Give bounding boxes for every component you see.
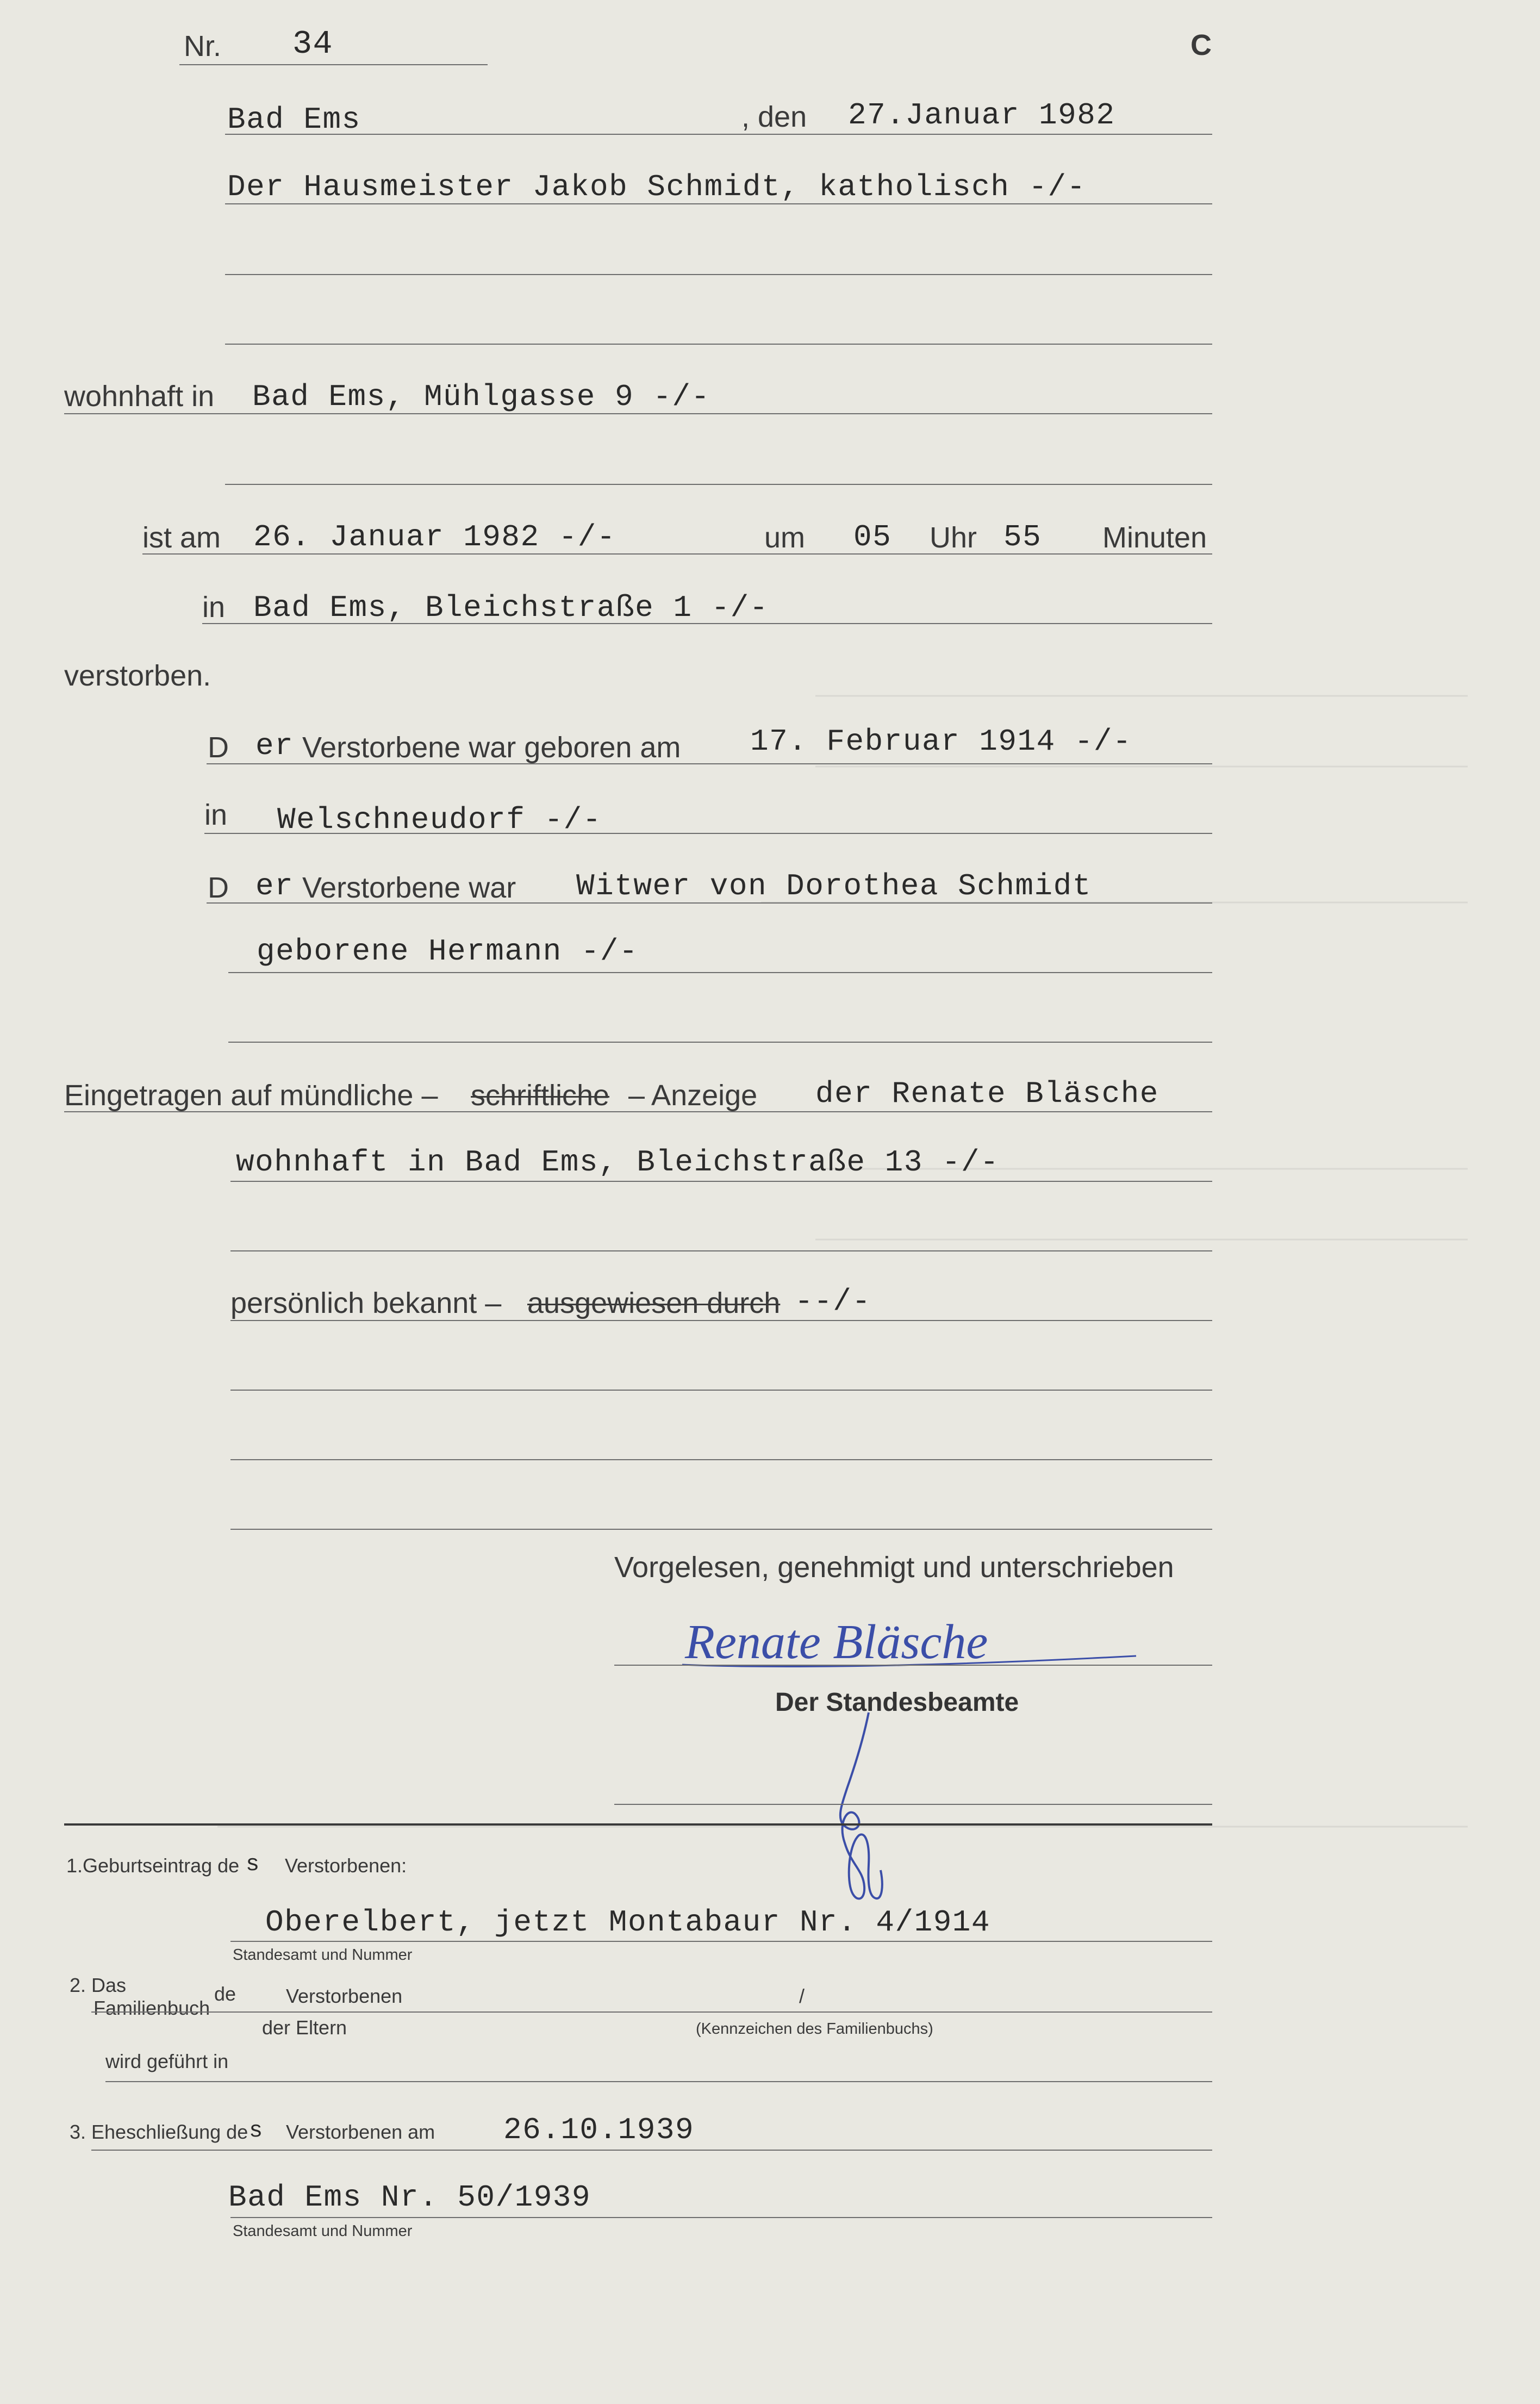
birth-place-line — [204, 833, 1212, 834]
informant-signature-line — [614, 1665, 1212, 1666]
known-label: persönlich bekannt – — [230, 1287, 502, 1319]
minuten-label: Minuten — [1102, 521, 1207, 554]
n3-line — [91, 2150, 1212, 2151]
residence-label: wohnhaft in — [64, 380, 215, 413]
death-time-line — [142, 553, 1212, 555]
residence-value: Bad Ems, Mühlgasse 9 -/- — [252, 379, 710, 414]
n2-familienbuch: Familienbuch — [93, 1997, 210, 2019]
nr-label: Nr. — [184, 30, 222, 63]
status-er: er — [255, 869, 294, 904]
blank-line-4 — [228, 1042, 1212, 1043]
n1-label: 1.Geburtseintrag de — [66, 1854, 240, 1877]
born-line — [207, 763, 1212, 764]
n3-suffix: Verstorbenen am — [286, 2121, 435, 2143]
svg-text:Renate Bläsche: Renate Bläsche — [685, 1615, 988, 1669]
residence-line — [64, 413, 1212, 414]
born-label: Verstorbene war geboren am — [302, 731, 681, 764]
n2-verstorbenen: Verstorbenen — [286, 1985, 403, 2007]
n2-wird: wird geführt in — [105, 2050, 229, 2072]
known-line — [230, 1320, 1212, 1321]
born-date-value: 17. Februar 1914 -/- — [750, 724, 1132, 759]
status-value-2: geborene Hermann -/- — [257, 934, 639, 969]
blank-line-1 — [225, 274, 1212, 275]
minute-value: 55 — [1003, 520, 1042, 555]
um-label: um — [764, 521, 806, 554]
n3-value-line — [230, 2217, 1212, 2218]
n2-line — [91, 2011, 1212, 2013]
n2-caption: (Kennzeichen des Familienbuchs) — [696, 2020, 933, 2038]
entry-line — [64, 1111, 1212, 1112]
death-place-line — [202, 623, 1212, 624]
status-line-2 — [228, 972, 1212, 973]
n1-value: Oberelbert, jetzt Montabaur Nr. 4/1914 — [265, 1905, 991, 1940]
entry-label-1: Eingetragen auf mündliche – — [64, 1079, 438, 1112]
notes-divider — [64, 1823, 1212, 1826]
deceased-value: Der Hausmeister Jakob Schmidt, katholisch -/- — [227, 170, 1086, 204]
born-er: er — [255, 728, 294, 763]
hour-value: 05 — [853, 520, 892, 555]
known-strike: ausgewiesen durch — [527, 1287, 781, 1319]
status-label: Verstorbene war — [302, 871, 516, 904]
uhr-label: Uhr — [930, 521, 977, 554]
n1-line — [230, 1941, 1212, 1942]
n1-suffix: Verstorbenen: — [285, 1854, 407, 1877]
registrar-signature — [805, 1707, 913, 1908]
nr-line — [179, 64, 488, 65]
record-number: 34 — [292, 26, 334, 63]
date-value: 27.Januar 1982 — [848, 98, 1115, 133]
birth-place-value: Welschneudorf -/- — [277, 802, 602, 837]
status-prefix: D — [208, 871, 229, 904]
blank-line-6 — [230, 1390, 1212, 1391]
n3-value: Bad Ems Nr. 50/1939 — [228, 2180, 591, 2215]
form-letter: C — [1190, 29, 1212, 61]
blank-line-3 — [225, 484, 1212, 485]
known-suffix: --/- — [795, 1284, 871, 1319]
birth-place-label: in — [204, 799, 228, 831]
deceased-line — [225, 203, 1212, 204]
born-prefix: D — [208, 731, 229, 764]
n2-num: 2. Das — [70, 1974, 127, 1996]
death-date-label: ist am — [142, 521, 221, 554]
status-value-1: Witwer von Dorothea Schmidt — [576, 869, 1092, 904]
n2-der-eltern: der Eltern — [262, 2016, 347, 2039]
n3-date: 26.10.1939 — [503, 2113, 695, 2147]
n3-caption: Standesamt und Nummer — [233, 2222, 413, 2240]
death-place-label: in — [202, 591, 226, 624]
closing-label: Vorgelesen, genehmigt und unterschrieben — [614, 1551, 1174, 1584]
n2-slash: / — [799, 1985, 805, 2007]
n1-caption: Standesamt und Nummer — [233, 1946, 413, 1964]
death-date-value: 26. Januar 1982 -/- — [253, 520, 616, 555]
status-line-1 — [207, 902, 1212, 904]
blank-line-5 — [230, 1250, 1212, 1251]
n2-de: de — [214, 1983, 236, 2005]
registrar-label: Der Standesbeamte — [775, 1688, 1019, 1717]
informant-line — [230, 1181, 1212, 1182]
den-label: , den — [741, 101, 807, 133]
entry-label-strike: schriftliche — [471, 1079, 610, 1112]
place-value: Bad Ems — [227, 102, 361, 137]
blank-line-8 — [230, 1529, 1212, 1530]
n3-s: s — [249, 2117, 263, 2144]
place-date-line — [225, 134, 1212, 135]
entry-label-2: – Anzeige — [628, 1079, 758, 1112]
n3-label: 3. Eheschließung de — [70, 2121, 248, 2143]
death-place-value: Bad Ems, Bleichstraße 1 -/- — [253, 590, 769, 625]
registrar-signature-line — [614, 1804, 1212, 1805]
blank-line-2 — [225, 344, 1212, 345]
informant-value-1: der Renate Bläsche — [815, 1076, 1159, 1111]
blank-line-7 — [230, 1459, 1212, 1460]
n1-s: s — [246, 1851, 260, 1877]
verstorben-label: verstorben. — [64, 659, 211, 692]
informant-value-2: wohnhaft in Bad Ems, Bleichstraße 13 -/- — [236, 1145, 1000, 1180]
n2-wird-line — [105, 2081, 1212, 2082]
